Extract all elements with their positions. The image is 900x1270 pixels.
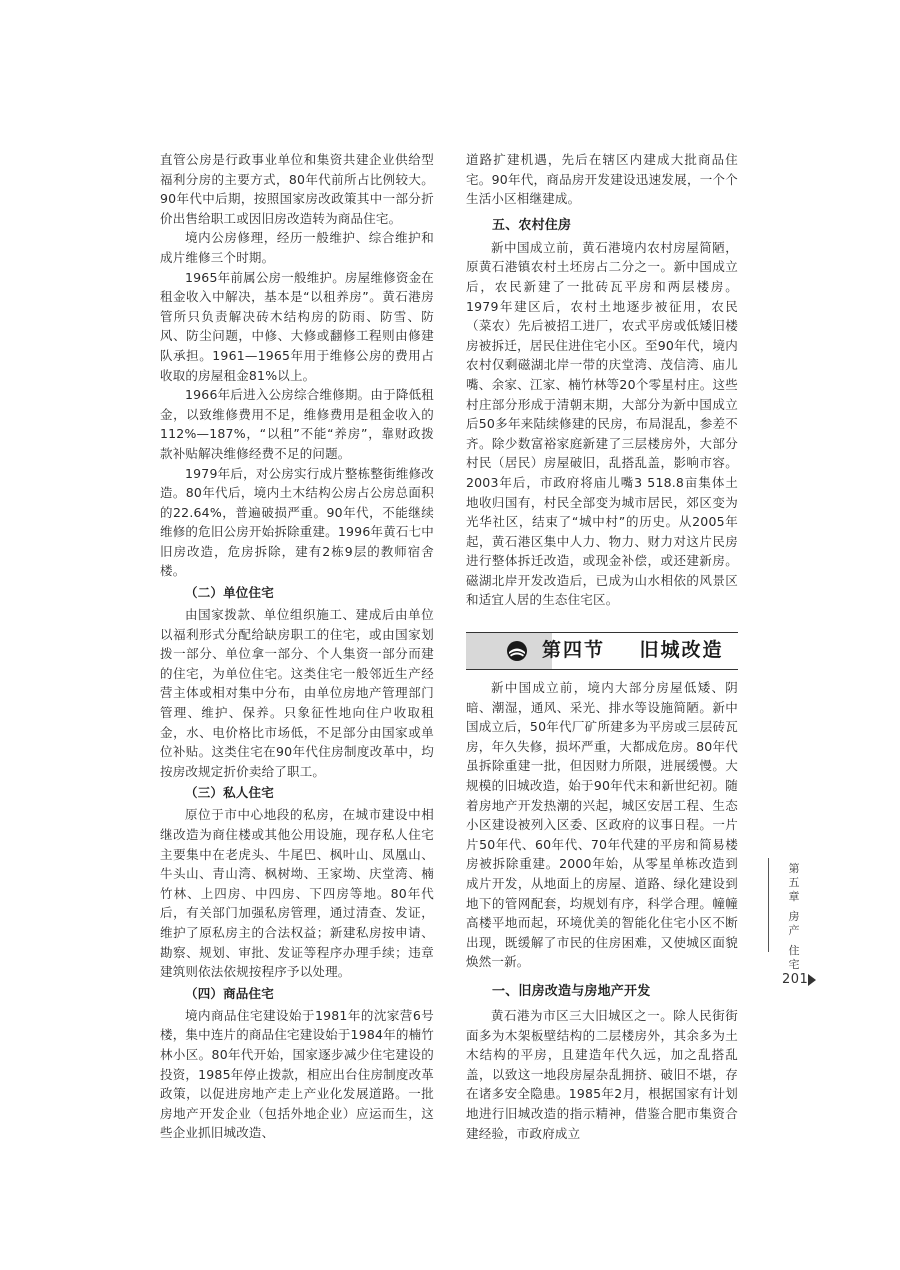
paragraph: 境内商品住宅建设始于1981年的沈家营6号楼，集中连片的商品住宅建设始于1984年的楠竹林小区。80年代开始，国家逐步减少住宅建设的投资，1985年停止拨款，相应出台住房制度改革政策，以促进房地产走上产业化发展道路。一批房地产开发企业（包括外地企业）应运而生，这些企业抓旧城改造、	[160, 1007, 434, 1141]
chapter-word: 宅	[788, 958, 800, 971]
chapter-label: 第五章	[788, 862, 800, 903]
paragraph: 境内公房修理，经历一般维护、综合维护和成片维修三个时期。	[160, 230, 434, 265]
paragraph: 直管公房是行政事业单位和集资共建企业供给型福利分房的主要方式，80年代前所占比例较大。90年代中后期，按照国家房改政策其中一部分折价出售给职工或因旧房改造转为商品住宅。	[160, 152, 434, 226]
section-header	[466, 632, 738, 670]
subsection-heading: （四）商品住宅	[185, 985, 274, 1001]
subsection-heading: （三）私人住宅	[185, 785, 274, 801]
section-title: 第四节 旧城改造	[542, 639, 724, 662]
page-number: 201	[782, 972, 809, 987]
subsection-heading: （二）单位住宅	[185, 585, 274, 601]
paragraph: 黄石港为市区三大旧城区之一。除人民街街面多为木架板壁结构的二层楼房外，其余多为土木结构的平房，且建造年代久远，加之乱搭乱盖，以致这一地段房屋杂乱拥挤、破旧不堪，存在诸多安全隐患。1985年2月，根据国家有计划地进行旧城改造的指示精神，借鉴合肥市集资合建经验，市政府成立	[466, 1007, 738, 1141]
section-emblem-icon	[506, 640, 528, 662]
paragraph: 1965年前属公房一般维护。房屋维修资金在租金收入中解决，基本是“以租养房”。黄石港房管所只负责解决砖木结构房的防雨、防雪、防风、防尘问题，中修、大修或翻修工程则由修建队承担。1961—1965年用于维修公房的费用占收取的房屋租金81%以上。	[160, 269, 434, 383]
chapter-side-tab	[768, 858, 819, 971]
chapter-word: 房	[788, 910, 800, 923]
paragraph: 1966年后进入公房综合维修期。由于降低租金，以致维修费用不足，维修费用是租金收入的112%—187%，“以租”不能“养房”，靠财政拨款补贴解决维修经费不足的问题。	[160, 387, 434, 461]
paragraph: 新中国成立前，境内大部分房屋低矮、阴暗、潮湿，通风、采光、排水等设施简陋。新中国成立后，50年代厂矿所建多为平房或三层砖瓦房，年久失修，损坏严重，大都成危房。80年代虽拆除重建一批，但因财力所限，进展缓慢。大规模的旧城改造，始于90年代末和新世纪初。随着房地产开发热潮的兴起，城区安居工程、生态小区建设被列入区委、区政府的议事日程。一片片50年代、60年代、70年代建的平房和简易楼房被拆除重建。2000年始，从零星单栋改造到成片开发，从地面上的房屋、道路、绿化建设到地下的管网配套，均规划有序，科学合理。幢幢高楼平地而起，环境优美的智能化住宅小区不断出现，既缓解了市民的住房困难，又使城区面貌焕然一新。	[466, 680, 738, 970]
subsection-heading: 一、旧房改造与房地产开发	[492, 983, 651, 999]
chapter-word: 住	[788, 944, 800, 957]
paragraph: 原位于市中心地段的私房，在城市建设中相继改造为商住楼或其他公用设施，现存私人住宅主要集中在老虎头、牛尾巴、枫叶山、凤凰山、牛头山、青山湾、枫树坳、王家坳、庆堂湾、楠竹林、上四房、中四房、下四房等地。80年代后，有关部门加强私房管理，通过清查、发证，维护了原私房主的合法权益；新建私房按申请、勘察、规划、审批、发证等程序办理手续；违章建筑则依法依规按程序予以处理。	[160, 807, 434, 980]
left-column	[160, 150, 434, 1143]
paragraph: 新中国成立前，黄石港境内农村房屋简陋，原黄石港镇农村土坯房占二分之一。新中国成立后，农民新建了一批砖瓦平房和两层楼房。1979年建区后，农村土地逐步被征用，农民（菜农）先后被招工进厂，农式平房或低矮旧楼房被拆迁，居民住进住宅小区。至90年代，境内农村仅剩磁湖北岸一带的庆堂湾、茂信湾、庙儿嘴、余家、江家、楠竹林等20个零星村庄。这些村庄部分形成于清朝末期，大部分为新中国成立后50多年来陆续修建的民房，布局混乱，参差不齐。除少数富裕家庭新建了三层楼房外，大部分村民（居民）房屋破旧，乱搭乱盖，影响市容。2003年后，市政府将庙儿嘴3 518.8亩集体土地收归国有，村民全部变为城市居民，郊区变为光华社区，结束了“城中村”的历史。从2005年起，黄石港区集中人力、物力、财力对这片民房进行整体拆迁改造，或现金补偿，或还建新房。磁湖北岸开发改造后，已成为山水相依的风景区和适宜人居的生态住宅区。	[466, 239, 738, 608]
paragraph: 道路扩建机遇，先后在辖区内建成大批商品住宅。90年代，商品房开发建设迅速发展，一个个生活小区相继建成。	[466, 152, 738, 207]
paragraph: 1979年后，对公房实行成片整栋整街维修改造。80年代后，境内土木结构公房占公房总面积的22.64%，普遍破损严重。90年代，不能继续维修的危旧公房开始拆除重建。1996年黄石七中旧房改造，危房拆除，建有2栋9层的教师宿舍楼。	[160, 465, 434, 579]
subsection-heading: 五、农村住房	[492, 217, 572, 233]
chapter-word: 产	[788, 924, 800, 937]
right-column	[466, 150, 738, 1143]
page-arrow-icon	[808, 974, 816, 986]
paragraph: 由国家拨款、单位组织施工、建成后由单位以福利形式分配给缺房职工的住宅，或由国家划拨一部分、单位拿一部分、个人集资一部分而建的住宅，为单位住宅。这类住宅一般邻近生产经营主体或相对集中分布，由单位房地产管理部门管理、维护、保养。只象征性地向住户收取租金，水、电价格比市场低，不足部分由国家或单位补贴。这类住宅在90年代住房制度改革中，均按房改规定折价卖给了职工。	[160, 607, 434, 779]
